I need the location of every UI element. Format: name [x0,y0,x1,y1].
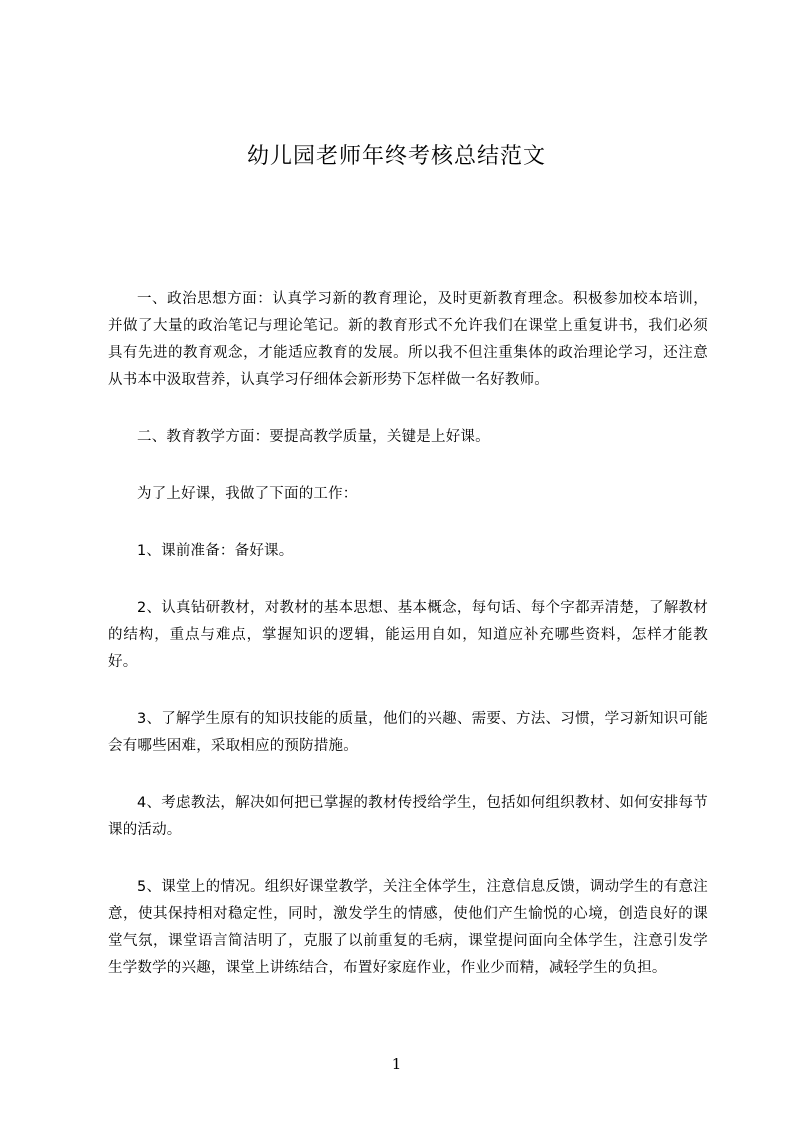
paragraph-item-1: 1、课前准备：备好课。 [137,543,294,559]
paragraph-teaching: 二、教育教学方面：要提高教学质量，关键是上好课。 [137,429,490,445]
document-body [108,286,708,1012]
paragraph-work-intro: 为了上好课，我做了下面的工作： [137,486,358,502]
paragraph-item-2: 2、认真钻研教材，对教材的基本思想、基本概念，每句话、每个字都弄清楚，了解教材的结构，重点与难点，掌握知识的逻辑，能运用自如，知道应补充哪些资料，怎样才能教好。 [108,600,708,670]
paragraph-item-4: 4、考虑教法，解决如何把已掌握的教材传授给学生，包括如何组织教材、如何安排每节课的活动。 [108,795,708,838]
paragraph-item-3: 3、了解学生原有的知识技能的质量，他们的兴趣、需要、方法、习惯，学习新知识可能会有哪些困难，采取相应的预防措施。 [108,711,708,754]
paragraph-political: 一、政治思想方面：认真学习新的教育理论，及时更新教育理念。积极参加校本培训，并做了大量的政治笔记与理论笔记。新的教育形式不允许我们在课堂上重复讲书，我们必须具有先进的教育观念，才能适应教育的发展。所以我不但注重集体的政治理论学习，还注意从书本中汲取营养，认真学习仔细体会新形势下怎样做一名好教师。 [108,291,708,388]
document-title: 幼儿园老师年终考核总结范文 [246,144,546,169]
page-number: 1 [391,1055,402,1073]
paragraph-item-5: 5、课堂上的情况。组织好课堂教学，关注全体学生，注意信息反馈，调动学生的有意注意，使其保持相对稳定性，同时，激发学生的情感，使他们产生愉悦的心境，创造良好的课堂气氛，课堂语言简洁明了，克服了以前重复的毛病，课堂提问面向全体学生，注意引发学生学数学的兴趣，课堂上讲练结合，布置好家庭作业，作业少而精，减轻学生的负担。 [108,879,708,976]
